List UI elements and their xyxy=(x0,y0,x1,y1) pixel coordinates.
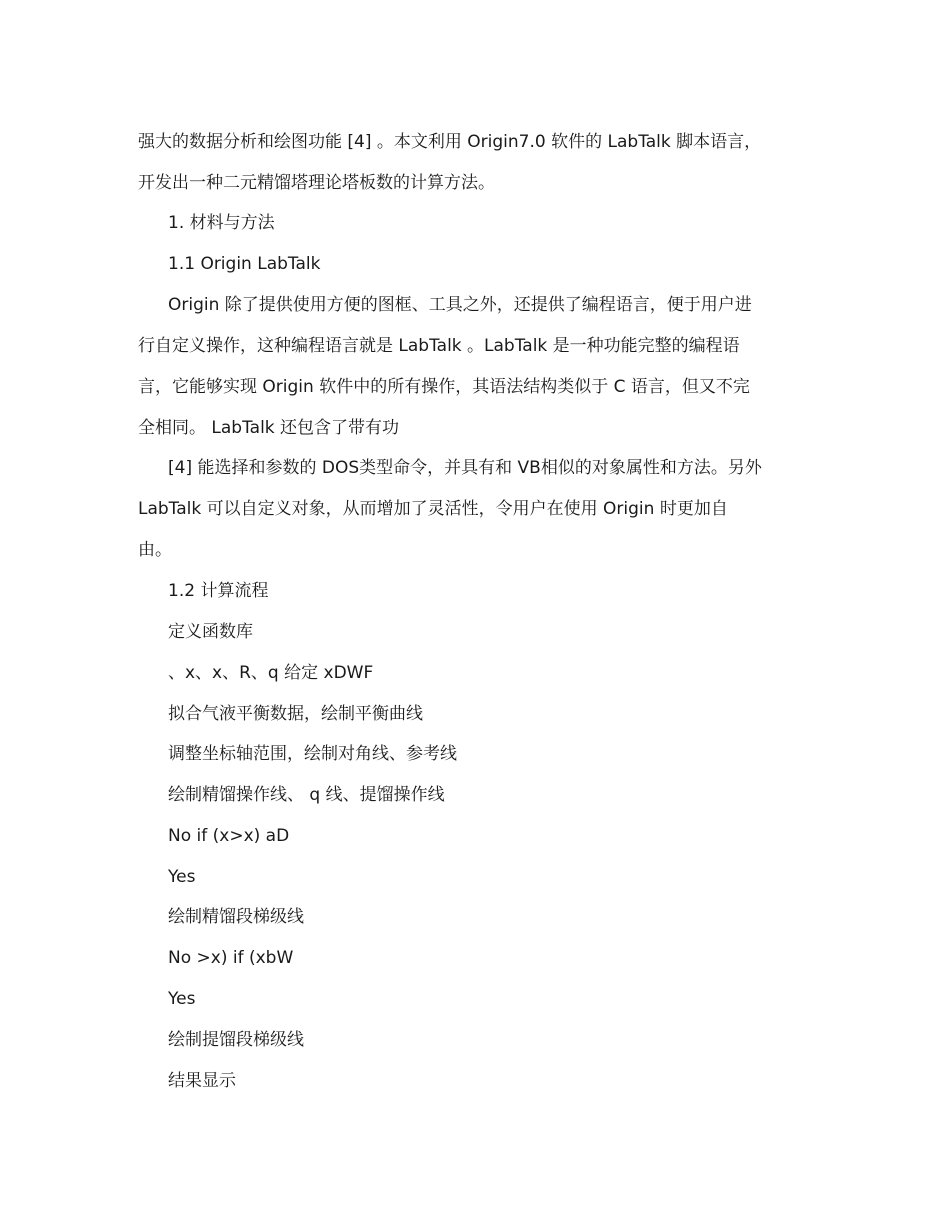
flow-step: 绘制精馏操作线、 q 线、提馏操作线 xyxy=(168,785,445,805)
text-line: LabTalk 可以自定义对象，从而增加了灵活性，令用户在使用 Origin 时更加自 xyxy=(138,499,728,519)
flow-step: 调整坐标轴范围，绘制对角线、参考线 xyxy=(168,744,457,764)
flow-condition: Yes xyxy=(168,867,196,887)
flow-step: 绘制提馏段梯级线 xyxy=(168,1030,304,1050)
flow-condition: Yes xyxy=(168,989,196,1009)
section-heading: 1. 材料与方法 xyxy=(168,213,275,233)
text-line: 行自定义操作，这种编程语言就是 LabTalk 。LabTalk 是一种功能完整的编程语 xyxy=(138,336,740,356)
flow-step: 、x、x、R、q 给定 xDWF xyxy=(168,663,374,683)
flow-step: 结果显示 xyxy=(168,1071,236,1091)
flow-step: 拟合气液平衡数据，绘制平衡曲线 xyxy=(168,704,423,724)
text-line: 强大的数据分析和绘图功能 [4] 。本文利用 Origin7.0 软件的 LabTalk 脚本语言， xyxy=(138,132,762,152)
flow-step: 绘制精馏段梯级线 xyxy=(168,907,304,927)
subsection-heading: 1.2 计算流程 xyxy=(168,581,269,601)
text-line: Origin 除了提供使用方便的图框、工具之外，还提供了编程语言，便于用户进 xyxy=(168,295,752,315)
text-line: 全相同。 LabTalk 还包含了带有功 xyxy=(138,418,400,438)
flow-condition: No >x) if (xbW xyxy=(168,948,294,968)
text-line: 由。 xyxy=(138,540,172,560)
flow-step: 定义函数库 xyxy=(168,622,253,642)
flow-condition: No if (x>x) aD xyxy=(168,826,290,846)
text-line: [4] 能选择和参数的 DOS类型命令，并具有和 VB相似的对象属性和方法。另外 xyxy=(168,458,762,478)
text-line: 开发出一种二元精馏塔理论塔板数的计算方法。 xyxy=(138,173,495,193)
subsection-heading: 1.1 Origin LabTalk xyxy=(168,254,321,274)
text-line: 言，它能够实现 Origin 软件中的所有操作，其语法结构类似于 C 语言，但又不完 xyxy=(138,377,750,397)
